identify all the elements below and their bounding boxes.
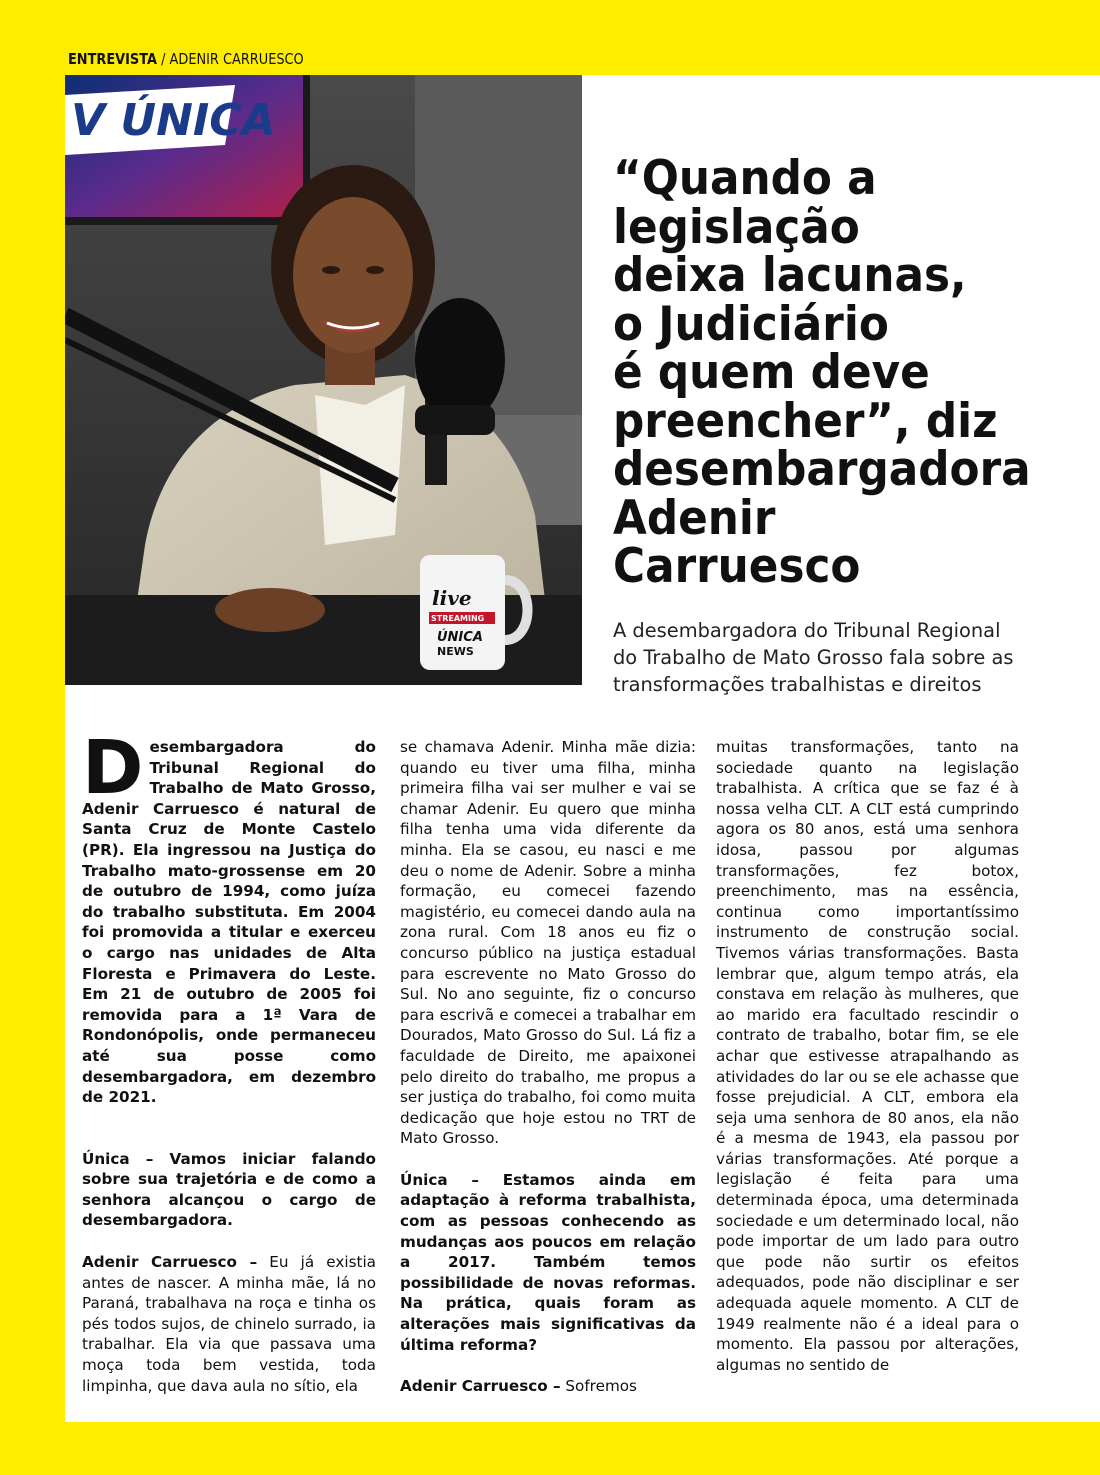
section-label: ENTREVISTA <box>68 50 158 68</box>
question-1: Única – Vamos iniciar falando sobre sua trajetória e de como a senhora alcançou o cargo de desembargadora. <box>82 1149 376 1230</box>
headline-line: “Quando a <box>613 151 877 206</box>
article-headline <box>613 151 1083 594</box>
lead-text: esembargadora do Tribunal Regional do Trabalho de Mato Grosso, Adenir Carruesco é natural de Santa Cruz de Monte Castelo (PR). Ela ingressou na Justiça do Trabalho mato-grossense em 20 de outubro de 1994, como juíza do trabalho substituta. Em 2004 foi promovida a titular e exerceu o cargo nas unidades de Alta Floresta e Primavera do Leste. Em 21 de outubro de 2005 foi removida para a 1ª Vara de Rondonópolis, onde permaneceu até sua posse como desembargadora, em dezembro de 2021. <box>82 738 376 1107</box>
drop-cap: D <box>82 725 144 811</box>
article-subtitle <box>613 617 1083 698</box>
interview-photo <box>65 75 582 685</box>
answer-1 <box>82 1252 376 1396</box>
headline-line: Adenir <box>613 490 776 546</box>
headline-line: Carruesco <box>613 539 861 594</box>
section-header: ENTREVISTA / ADENIR CARRUESCO <box>68 50 304 68</box>
answer-2-speaker: Adenir Carruesco – <box>400 1377 561 1396</box>
subtitle-line: transformações trabalhistas e direitos <box>613 673 982 696</box>
headline-line: preencher”, diz <box>613 393 998 449</box>
mug-text-streaming: STREAMING <box>431 614 485 623</box>
headline-line: deixa lacunas, <box>613 248 967 303</box>
mug-text-brand: ÚNICA <box>437 630 483 645</box>
mug-text-live: live <box>432 586 472 610</box>
headline-line: o Judiciário <box>613 296 889 352</box>
answer-2-continued: muitas transformações, tanto na sociedade quanto na legislação trabalhista. A crítica que se faz é à nossa velha CLT. A CLT está cumprindo agora os 80 anos, está uma senhora idosa, passou por algumas transformações, fez botox, preenchimento, mas na essência, continua como importantíssimo instrumento de construção social. Tivemos várias transformações. Basta lembrar que, algum tempo atrás, ela constava em relação às mulheres, que ao marido era facultado rescindir o contrato de trabalho, botar fim, se ele achar que estivesse atrapalhando as atividades do lar ou se ele achasse que fosse prejudicial. A CLT, embora ela seja uma senhora de 80 anos, ela não é a mesma de 1943, ela passou por várias transformações. Até porque a legislação é feita para uma determinada época, uma determinada sociedade e um determinado local, não pode importar de um lado para outro que pode não surtir os efeitos adequados, pode não disciplinar e ser adequada aquele momento. A CLT de 1949 realmente não é a ideal para o momento. Ela passou por alterações, algumas no sentido de <box>716 738 1019 1374</box>
subtitle-line: do Trabalho de Mato Grosso fala sobre as <box>613 646 1014 669</box>
subtitle-line: A desembargadora do Tribunal Regional <box>613 619 1001 642</box>
answer-1-text: Eu já existia antes de nascer. A minha mãe, lá no Paraná, trabalhava na roça e tinha os pés todos sujos, de chinelo surrado, ia trabalhar. Ela via que passava uma moça toda bem vestida, toda limpinha, que dava aula no sítio, ela <box>82 1253 376 1395</box>
mug-text-news: NEWS <box>437 645 474 658</box>
body-column-3 <box>716 737 1019 1375</box>
answer-2-text: Sofremos <box>560 1377 637 1396</box>
answer-2 <box>400 1376 696 1397</box>
tv-logo-text: V ÚNICA <box>71 95 276 146</box>
answer-1-speaker: Adenir Carruesco – <box>82 1253 258 1272</box>
body-column-2 <box>400 737 696 1397</box>
answer-1-continued: se chamava Adenir. Minha mãe dizia: quando eu tiver uma filha, minha primeira filha vai ser mulher e vai se chamar Adenir. Eu quero que minha filha tenha uma vida diferente da minha. Ela se casou, eu nasci e me deu o nome de Adenir. Sobre a minha formação, eu comecei fazendo magistério, eu comecei dando aula na zona rural. Com 18 anos eu fiz o concurso público na justiça estadual para escrevente no Mato Grosso do Sul. No ano seguinte, fiz o concurso para escrivã e comecei a trabalhar em Dourados, Mato Grosso do Sul. Lá fiz a faculdade de Direito, me apaixonei pelo direito do trabalho, me propus a ser justiça do trabalho, foi como muita dedicação que hoje estou no TRT de Mato Grosso. <box>400 738 696 1148</box>
question-2: Única – Estamos ainda em adaptação à reforma trabalhista, com as pessoas conhecendo as mudanças aos poucos em relação a 2017. Também temos possibilidade de novas reformas. Na prática, quais foram as alterações mais significativas da última reforma? <box>400 1170 696 1354</box>
headline-line: desembargadora <box>613 442 1031 497</box>
body-column-1 <box>82 725 376 1396</box>
section-subject: ADENIR CARRUESCO <box>169 50 304 68</box>
headline-line: legislação <box>613 199 860 255</box>
lead-paragraph <box>82 725 376 1108</box>
headline-line: é quem deve <box>613 345 930 400</box>
